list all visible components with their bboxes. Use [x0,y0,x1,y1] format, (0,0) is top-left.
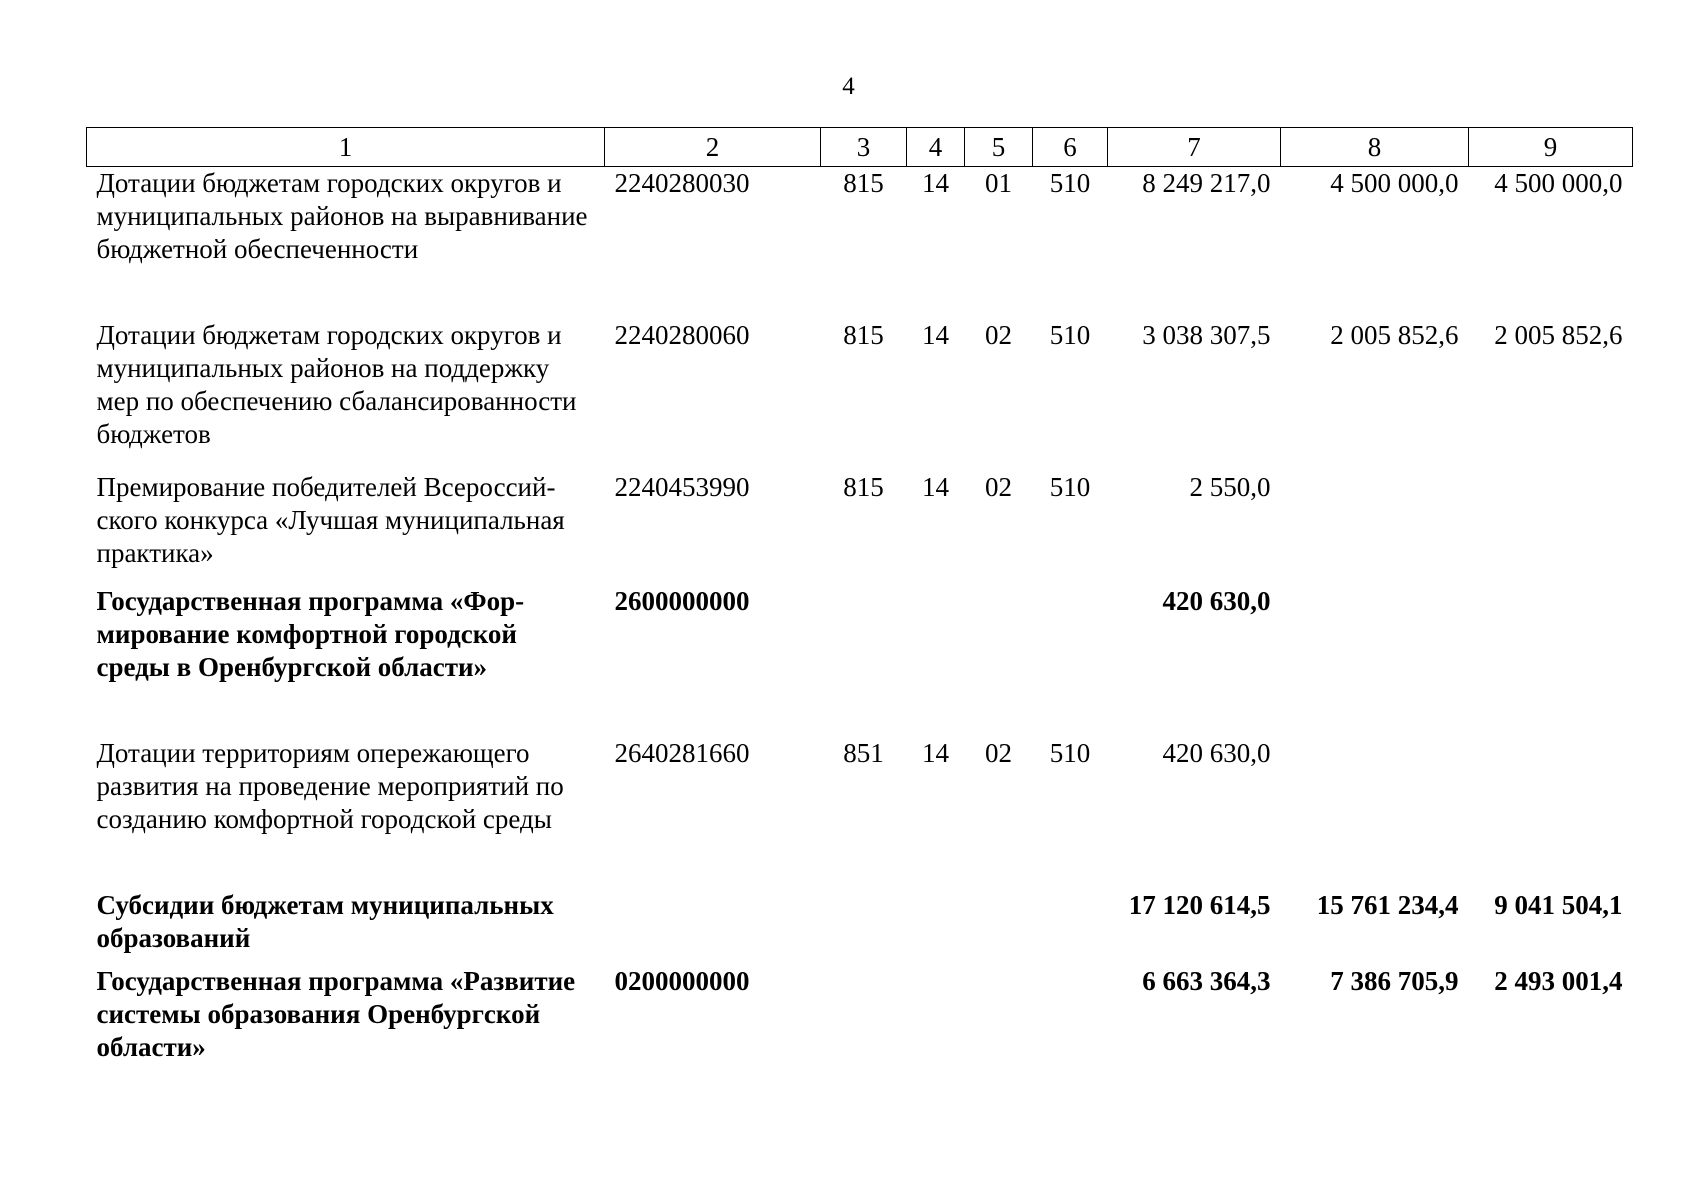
row-col6 [1033,889,1108,965]
row-col3: 851 [843,737,884,768]
row-value-7: 2 550,0 [1189,471,1271,502]
row-name: Дотации бюджетам городских округов и муниципальных районов на поддержку мер по обеспечению сбалансированности бюджетов [96,319,577,449]
column-header: 1 [87,128,605,167]
row-col6: 510 [1049,737,1091,768]
row-col3 [821,585,907,737]
row-value-8 [1281,585,1469,737]
row-value-7: 420 630,0 [1162,737,1271,768]
row-value-9: 2 005 852,6 [1494,319,1623,350]
table-row [87,585,1633,737]
column-header: 5 [965,128,1033,167]
row-value-7: 3 038 307,5 [1142,319,1271,350]
row-col4 [907,889,965,965]
row-col5 [965,585,1033,737]
table-row [87,471,1633,585]
row-name: Дотации территориям опережающего развития на проведение мероприятий по созданию комфортной городской среды [96,737,564,834]
row-value-8 [1281,737,1469,889]
row-value-8: 7 386 705,9 [1330,965,1459,996]
row-code: 2240280060 [614,319,750,350]
column-header: 9 [1469,128,1633,167]
row-col3: 815 [843,319,884,350]
row-col3 [821,965,907,1079]
table-row [87,737,1633,889]
row-col4 [907,585,965,737]
row-col5 [965,965,1033,1079]
row-code: 2240453990 [614,471,750,502]
row-col3: 815 [843,168,884,198]
table-row [87,319,1633,471]
row-col4 [907,965,965,1079]
column-header: 6 [1033,128,1108,167]
row-col3 [821,889,907,965]
row-value-9: 9 041 504,1 [1494,889,1623,920]
row-name: Дотации бюджетам городских округов и муниципальных районов на выравнивание бюджетной обеспеченности [96,168,588,264]
row-col4: 14 [922,319,949,350]
row-code: 0200000000 [614,965,750,996]
row-col5 [965,889,1033,965]
table-row [87,889,1633,965]
row-value-8: 15 761 234,4 [1316,889,1459,920]
row-col6: 510 [1049,319,1091,350]
column-header: 3 [821,128,907,167]
row-code [605,889,821,965]
row-value-7: 8 249 217,0 [1142,168,1271,198]
row-col6 [1033,585,1108,737]
row-code: 2240280030 [614,168,750,198]
row-col5: 01 [985,168,1012,198]
table-row [87,965,1633,1079]
column-header: 4 [907,128,965,167]
page-number: 4 [842,73,855,100]
row-col5: 02 [985,319,1012,350]
row-code: 2600000000 [614,585,750,616]
column-header: 8 [1281,128,1469,167]
row-value-9 [1469,471,1633,585]
row-value-9 [1469,585,1633,737]
budget-table [86,127,1633,1079]
row-name: Государственная программа «Развитие системы образования Оренбургской области» [96,965,576,1062]
row-name: Государственная программа «Формирование комфортной городской среды в Оренбургской области» [96,585,525,682]
row-name: Премирование победителей Всероссийского конкурса «Лучшая муниципальная практика» [96,471,565,568]
row-value-8 [1281,471,1469,585]
row-value-9 [1469,737,1633,889]
row-value-9: 2 493 001,4 [1494,965,1623,996]
column-header: 7 [1108,128,1281,167]
row-value-8: 4 500 000,0 [1330,168,1459,198]
row-value-8: 2 005 852,6 [1330,319,1459,350]
row-col3: 815 [843,471,884,502]
row-code: 2640281660 [614,737,750,768]
row-value-7: 6 663 364,3 [1142,965,1271,996]
row-col4: 14 [922,471,949,502]
row-name: Субсидии бюджетам муниципальных образований [96,889,554,953]
row-col5: 02 [985,471,1012,502]
row-value-7: 420 630,0 [1162,585,1271,616]
column-header: 2 [605,128,821,167]
row-col4: 14 [922,168,949,198]
row-value-7: 17 120 614,5 [1128,889,1271,920]
row-col6 [1033,965,1108,1079]
table-row [87,167,1633,319]
row-value-9: 4 500 000,0 [1494,168,1623,198]
row-col6: 510 [1049,168,1091,198]
header-row [87,128,1633,167]
row-col4: 14 [922,737,949,768]
row-col6: 510 [1049,471,1091,502]
row-col5: 02 [985,737,1012,768]
